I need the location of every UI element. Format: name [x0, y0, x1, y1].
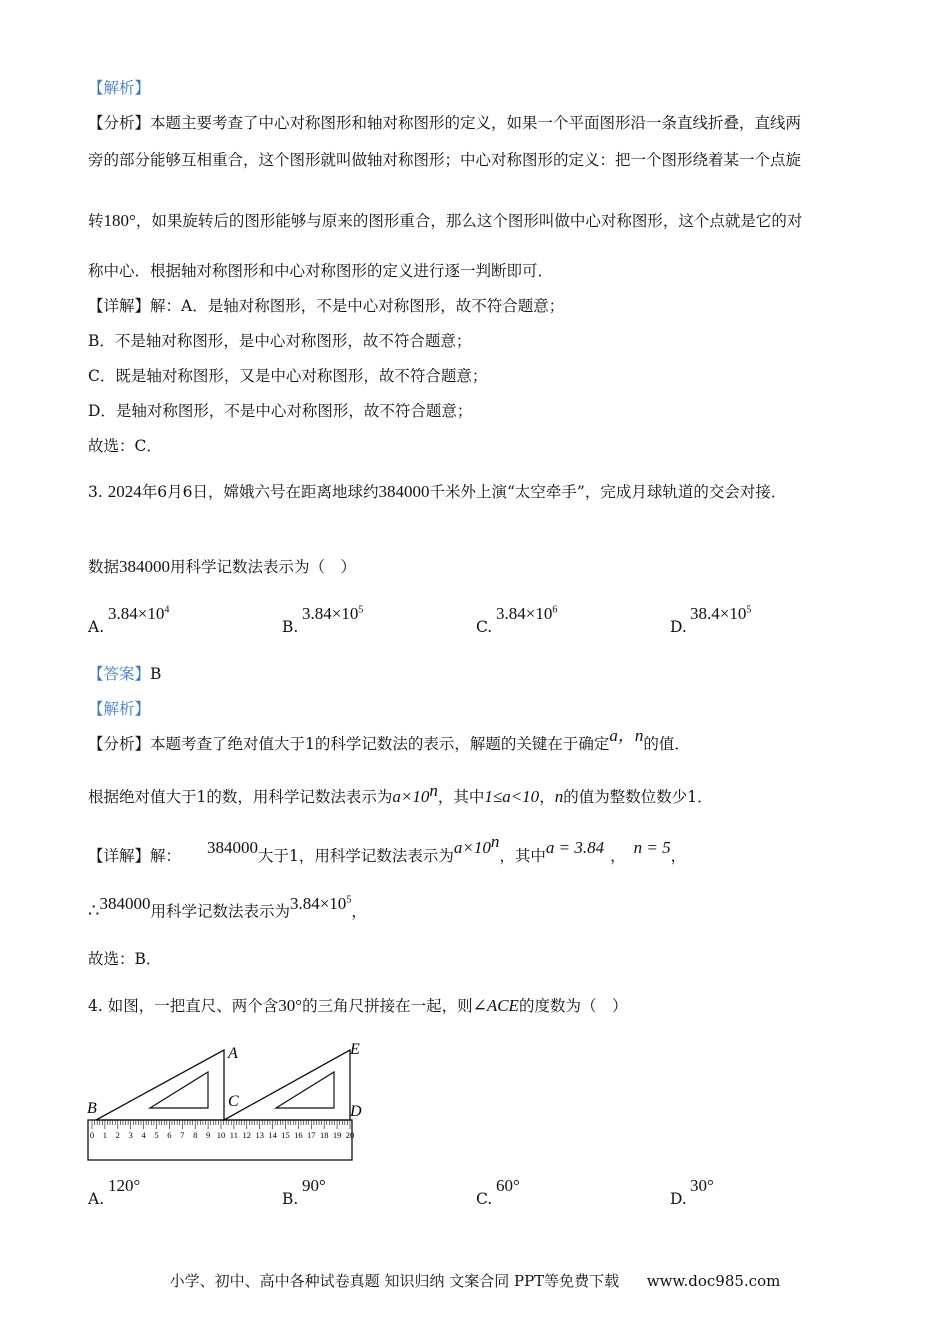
label-d: D: [350, 1103, 362, 1120]
ruler-number: 20: [345, 1130, 355, 1140]
right-triangle: [224, 1050, 350, 1120]
ruler-number: 8: [193, 1130, 198, 1140]
ruler-number: 18: [319, 1130, 329, 1140]
left-triangle: [96, 1050, 224, 1120]
ruler-number: 13: [255, 1130, 264, 1140]
q3-stem-line1: 3. 2024年6月6日，嫦娥六号在距离地球约384000千米外上演“太空牵手”，完成月球轨道的交会对接．: [88, 482, 787, 501]
ruler-number: 1: [102, 1130, 108, 1140]
q2-analysis-line3: 转180°，如果旋转后的图形能够与原来的图形重合，那么这个图形叫做中心对称图形，这个点就是它的对: [88, 211, 803, 230]
ruler-body: [88, 1120, 352, 1160]
q4-stem: 4. 如图，一把直尺、两个含30°的三角尺拼接在一起，则∠ACE的度数为（ ）: [88, 996, 628, 1015]
q2-answer-choice: 故选：C．: [88, 437, 162, 455]
q3-detail-line1: 【详解】解： 384000大于1，用科学记数法表示为$a\times 10^n$，其中a = 3.84 ， n = 5，: [88, 832, 687, 866]
footer-url[interactable]: www.doc985.com: [646, 1272, 781, 1290]
q2-analysis-line1: 【分析】本题主要考查了中心对称图形和轴对称图形的定义，如果一个平面图形沿一条直线折叠，直线两: [88, 114, 802, 132]
q3-detail-line2: ∴384000用科学记数法表示为$3.84\times 10^5$，: [88, 893, 367, 922]
q3-answer-choice: 故选：B．: [88, 950, 162, 968]
label-e: E: [350, 1041, 360, 1058]
footer-text: 小学、初中、高中各种试卷真题 知识归纳 文案合同 PPT等免费下载: [169, 1272, 620, 1290]
q3-stem-line2: 数据384000用科学记数法表示为（ ）: [88, 557, 357, 576]
ruler-number: 6: [167, 1130, 172, 1140]
q2-analysis-line2: 旁的部分能够互相重合，这个图形就叫做轴对称图形；中心对称图形的定义：把一个图形绕着某一个点旋: [88, 151, 802, 169]
q2-jiexi-heading: 【解析】: [88, 79, 151, 97]
ruler-number: 7: [180, 1130, 185, 1140]
right-triangle-inner: [276, 1072, 334, 1108]
ruler-number: 10: [216, 1130, 226, 1140]
q3-analysis-line2: 根据绝对值大于1的数，用科学记数法表示为$a\times 10^n$，其中1≤a<10，n的值为整数位数少1．: [88, 781, 713, 807]
ruler-number: 15: [281, 1130, 290, 1140]
ruler-ticks: [92, 1120, 350, 1129]
label-a: A: [228, 1045, 238, 1062]
ruler-number: 17: [307, 1130, 316, 1140]
q2-detail-a: 【详解】解：A．是轴对称图形，不是中心对称图形，故不符合题意；: [88, 297, 565, 315]
label-b: B: [87, 1100, 97, 1117]
ruler-number: 3: [128, 1130, 133, 1140]
ruler-number: 5: [154, 1130, 159, 1140]
q2-detail-d: D．是轴对称图形，不是中心对称图形，故不符合题意；: [88, 402, 473, 420]
q3-analysis-line1: 【分析】本题考查了绝对值大于1的科学记数法的表示，解题的关键在于确定a，n的值．: [88, 726, 690, 753]
q3-jiexi-heading: 【解析】: [88, 700, 151, 718]
ruler-number: 2: [115, 1130, 120, 1140]
q2-detail-c: C．既是轴对称图形，又是中心对称图形，故不符合题意；: [88, 367, 488, 385]
ruler-number: 16: [294, 1130, 303, 1140]
ruler-number: 9: [205, 1130, 211, 1140]
ruler-number: 14: [268, 1130, 277, 1140]
ruler-number: 0: [89, 1130, 95, 1140]
ruler-number: 4: [141, 1130, 146, 1140]
ruler-numbers: [90, 1130, 354, 1140]
ruler-triangles-figure: [84, 1038, 364, 1164]
q2-detail-b: B．不是轴对称图形，是中心对称图形，故不符合题意；: [88, 332, 472, 350]
left-triangle-inner: [150, 1072, 208, 1108]
label-c: C: [228, 1093, 239, 1110]
ruler-number: 12: [242, 1130, 252, 1140]
ruler-number: 19: [332, 1130, 342, 1140]
q3-answer: 【答案】B: [88, 665, 162, 683]
ruler-number: 11: [229, 1130, 238, 1140]
q2-analysis-line4: 称中心．根据轴对称图形和中心对称图形的定义进行逐一判断即可．: [88, 262, 554, 280]
page-footer: [0, 1270, 950, 1291]
